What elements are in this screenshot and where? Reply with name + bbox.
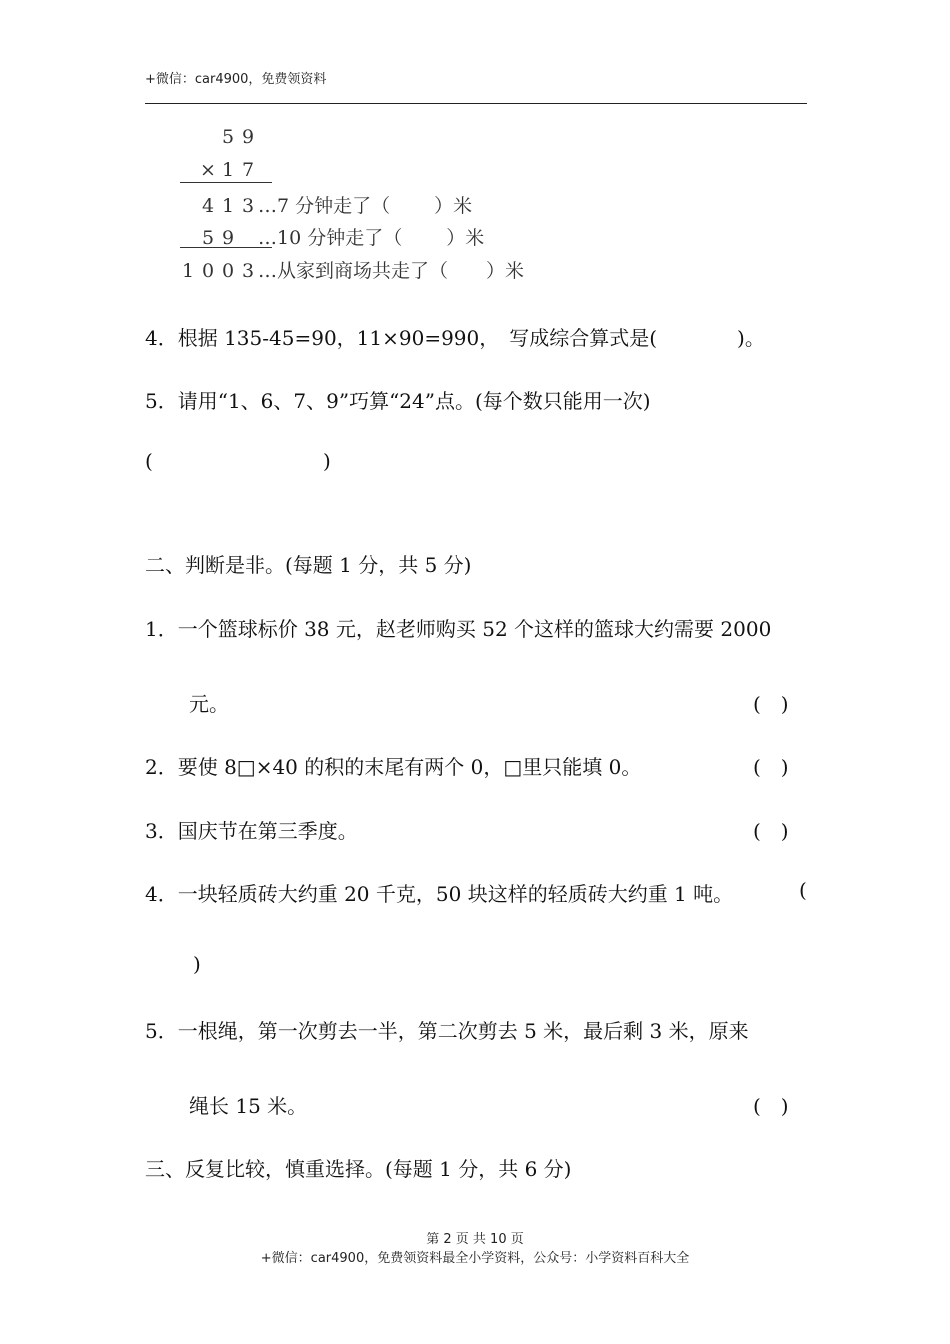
calc-row-total [178, 256, 524, 283]
section-2-title: 二、判断是非。(每题 1 分，共 5 分) [145, 553, 472, 577]
page-number: 第 2 页 共 10 页 [426, 1232, 524, 1247]
calc-digit: 1 [221, 195, 235, 217]
judge-question-1: 1．一个篮球标价 38 元，赵老师购买 52 个这样的篮球大约需要 2000 [145, 617, 772, 641]
calc-digit: 5 [201, 227, 215, 249]
header-divider [145, 103, 807, 104]
judge-answer-1: ( ) [753, 692, 789, 716]
judge-question-2: 2．要使 8□×40 的积的末尾有两个 0，□里只能填 0。 [145, 755, 642, 779]
calc-line-1 [180, 182, 272, 183]
judge-answer-3: ( ) [753, 819, 789, 843]
calc-digit: 9 [221, 227, 235, 249]
judge-question-5: 5．一根绳，第一次剪去一半，第二次剪去 5 米，最后剩 3 米，原来 [145, 1019, 749, 1043]
calc-row-partial-1 [198, 191, 472, 218]
calc-digit: 0 [221, 260, 235, 282]
judge-answer-4-close: ) [193, 952, 201, 976]
calc-times-sign: × [200, 159, 216, 181]
judge-question-3: 3．国庆节在第三季度。 [145, 819, 358, 843]
calc-digit: 5 [221, 126, 235, 148]
calc-note-7min: …7 分钟走了（ ）米 [258, 195, 473, 217]
calc-row-multiplier [198, 159, 258, 181]
judge-answer-2: ( ) [753, 755, 789, 779]
calc-digit: 1 [181, 260, 195, 282]
header-text: +微信：car4900，免费领资料 [145, 72, 327, 87]
judge-answer-4-open: ( [799, 878, 807, 902]
question-4: 4．根据 135-45=90，11×90=990， 写成综合算式是( )。 [145, 326, 765, 350]
calc-note-10min: …10 分钟走了（ ）米 [258, 227, 485, 249]
calc-row-partial-2 [198, 223, 484, 250]
calc-row-multiplicand [218, 126, 258, 148]
calc-digit: 3 [241, 195, 255, 217]
judge-question-1-cont: 元。 [189, 692, 229, 716]
section-3-title: 三、反复比较，慎重选择。(每题 1 分，共 6 分) [145, 1157, 572, 1181]
judge-question-5-cont: 绳长 15 米。 [189, 1094, 308, 1118]
calc-digit: 1 [221, 159, 235, 181]
calc-digit: 4 [201, 195, 215, 217]
calc-digit: 9 [241, 126, 255, 148]
answer-paren-open: ( [145, 449, 153, 473]
judge-answer-5: ( ) [753, 1094, 789, 1118]
calc-line-2 [180, 247, 272, 248]
calc-digit: 7 [241, 159, 255, 181]
calc-note-total: …从家到商场共走了（ ）米 [258, 260, 525, 282]
judge-question-4: 4．一块轻质砖大约重 20 千克，50 块这样的轻质砖大约重 1 吨。 [145, 882, 734, 906]
calc-digit: 0 [201, 260, 215, 282]
footer-text: +微信：car4900，免费领资料最全小学资料，公众号：小学资料百科大全 [260, 1251, 690, 1266]
question-5: 5．请用“1、6、7、9”巧算“24”点。(每个数只能用一次) [145, 389, 651, 413]
calc-digit: 3 [241, 260, 255, 282]
answer-paren-close: ) [323, 449, 331, 473]
